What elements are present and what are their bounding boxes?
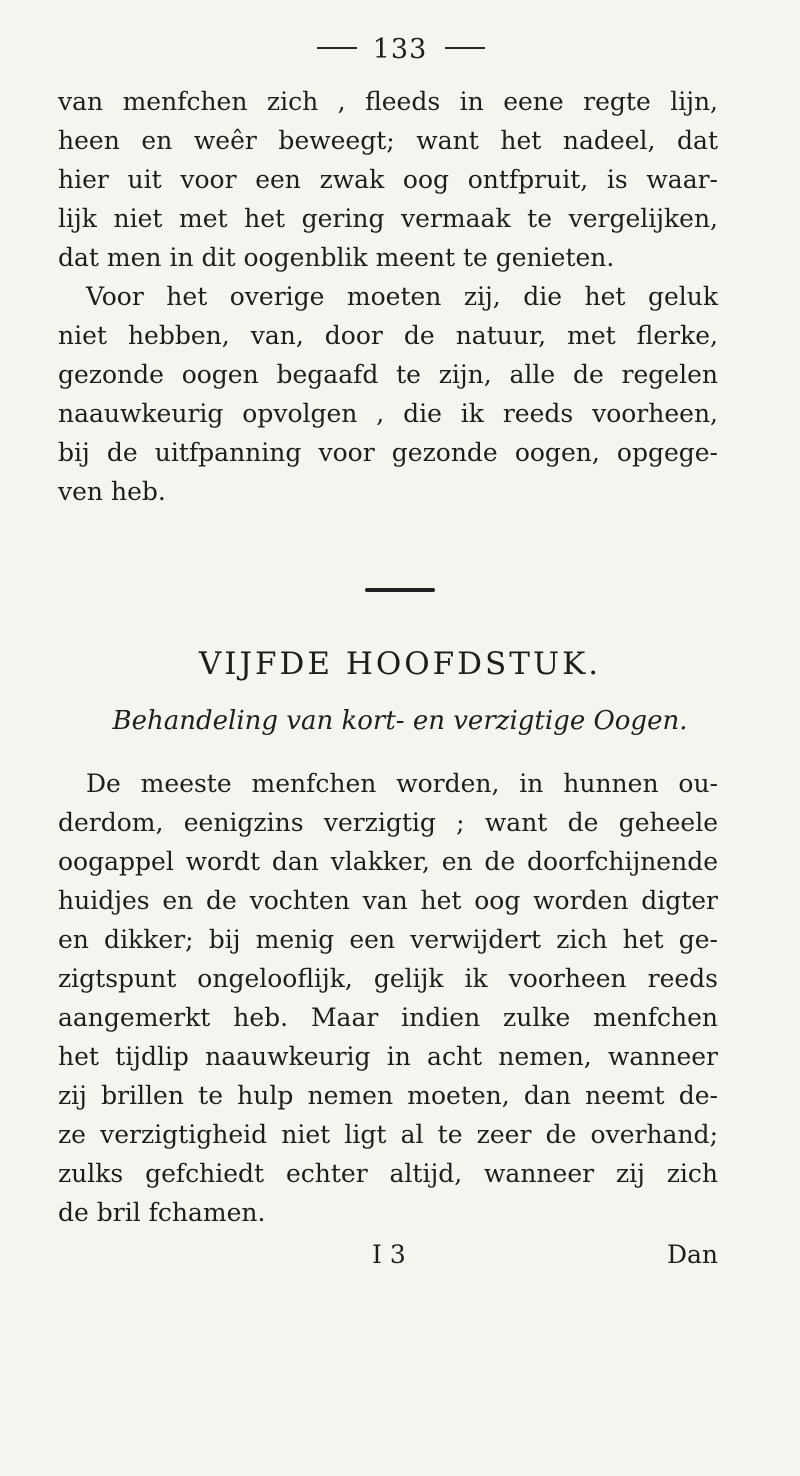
chapter-title: VIJFDE HOOFDSTUK.	[198, 646, 602, 682]
catchword: Dan	[666, 1240, 718, 1269]
text-line: bij de uitfpanning voor gezonde oogen, opgege-	[58, 438, 718, 467]
text-line: Voor het overige moeten zij, die het geluk	[86, 282, 718, 311]
text-line: oogappel wordt dan vlakker, en de doorfchijnende	[58, 847, 718, 876]
text-line: niet hebben, van, door de natuur, met flerke,	[58, 321, 718, 350]
text-line: naauwkeurig opvolgen , die ik reeds voorheen,	[58, 399, 718, 428]
chapter-subtitle: Behandeling van kort- en verzigtige Oogen.	[112, 706, 688, 736]
text-line: het tijdlip naauwkeurig in acht nemen, wanneer	[58, 1042, 718, 1071]
text-line: lijk niet met het gering vermaak te vergelijken,	[58, 204, 718, 233]
text-line: van menfchen zich , fleeds in eene regte lijn,	[58, 87, 718, 116]
text-line: heen en weêr beweegt; want het nadeel, dat	[58, 126, 718, 155]
text-line: gezonde oogen begaafd te zijn, alle de regelen	[58, 360, 718, 389]
text-line: dat men in dit oogenblik meent te genieten.	[58, 243, 615, 272]
paragraph-2	[58, 764, 718, 1232]
page-number: 133	[372, 34, 428, 65]
text-line: ze verzigtigheid niet ligt al te zeer de overhand;	[58, 1120, 718, 1149]
text-line: derdom, eenigzins verzigtig ; want de geheele	[58, 808, 718, 837]
text-line: ven heb.	[58, 477, 166, 506]
paragraph-1	[58, 82, 718, 511]
signature-mark: I 3	[372, 1240, 406, 1269]
text-line: zigtspunt ongelooflijk, gelijk ik voorheen reeds	[58, 964, 718, 993]
text-line: hier uit voor een zwak oog ontfpruit, is waar-	[58, 165, 718, 194]
text-line: De meeste menfchen worden, in hunnen ou-	[86, 769, 718, 798]
section-divider	[365, 588, 435, 592]
page-header	[0, 34, 800, 65]
text-line: zij brillen te hulp nemen moeten, dan neemt de-	[58, 1081, 718, 1110]
text-line: huidjes en de vochten van het oog worden digter	[58, 886, 718, 915]
text-line: aangemerkt heb. Maar indien zulke menfchen	[58, 1003, 718, 1032]
text-line: zulks gefchiedt echter altijd, wanneer zij zich	[58, 1159, 718, 1188]
text-line: de bril fchamen.	[58, 1198, 266, 1227]
text-line: en dikker; bij menig een verwijdert zich het ge-	[58, 925, 718, 954]
